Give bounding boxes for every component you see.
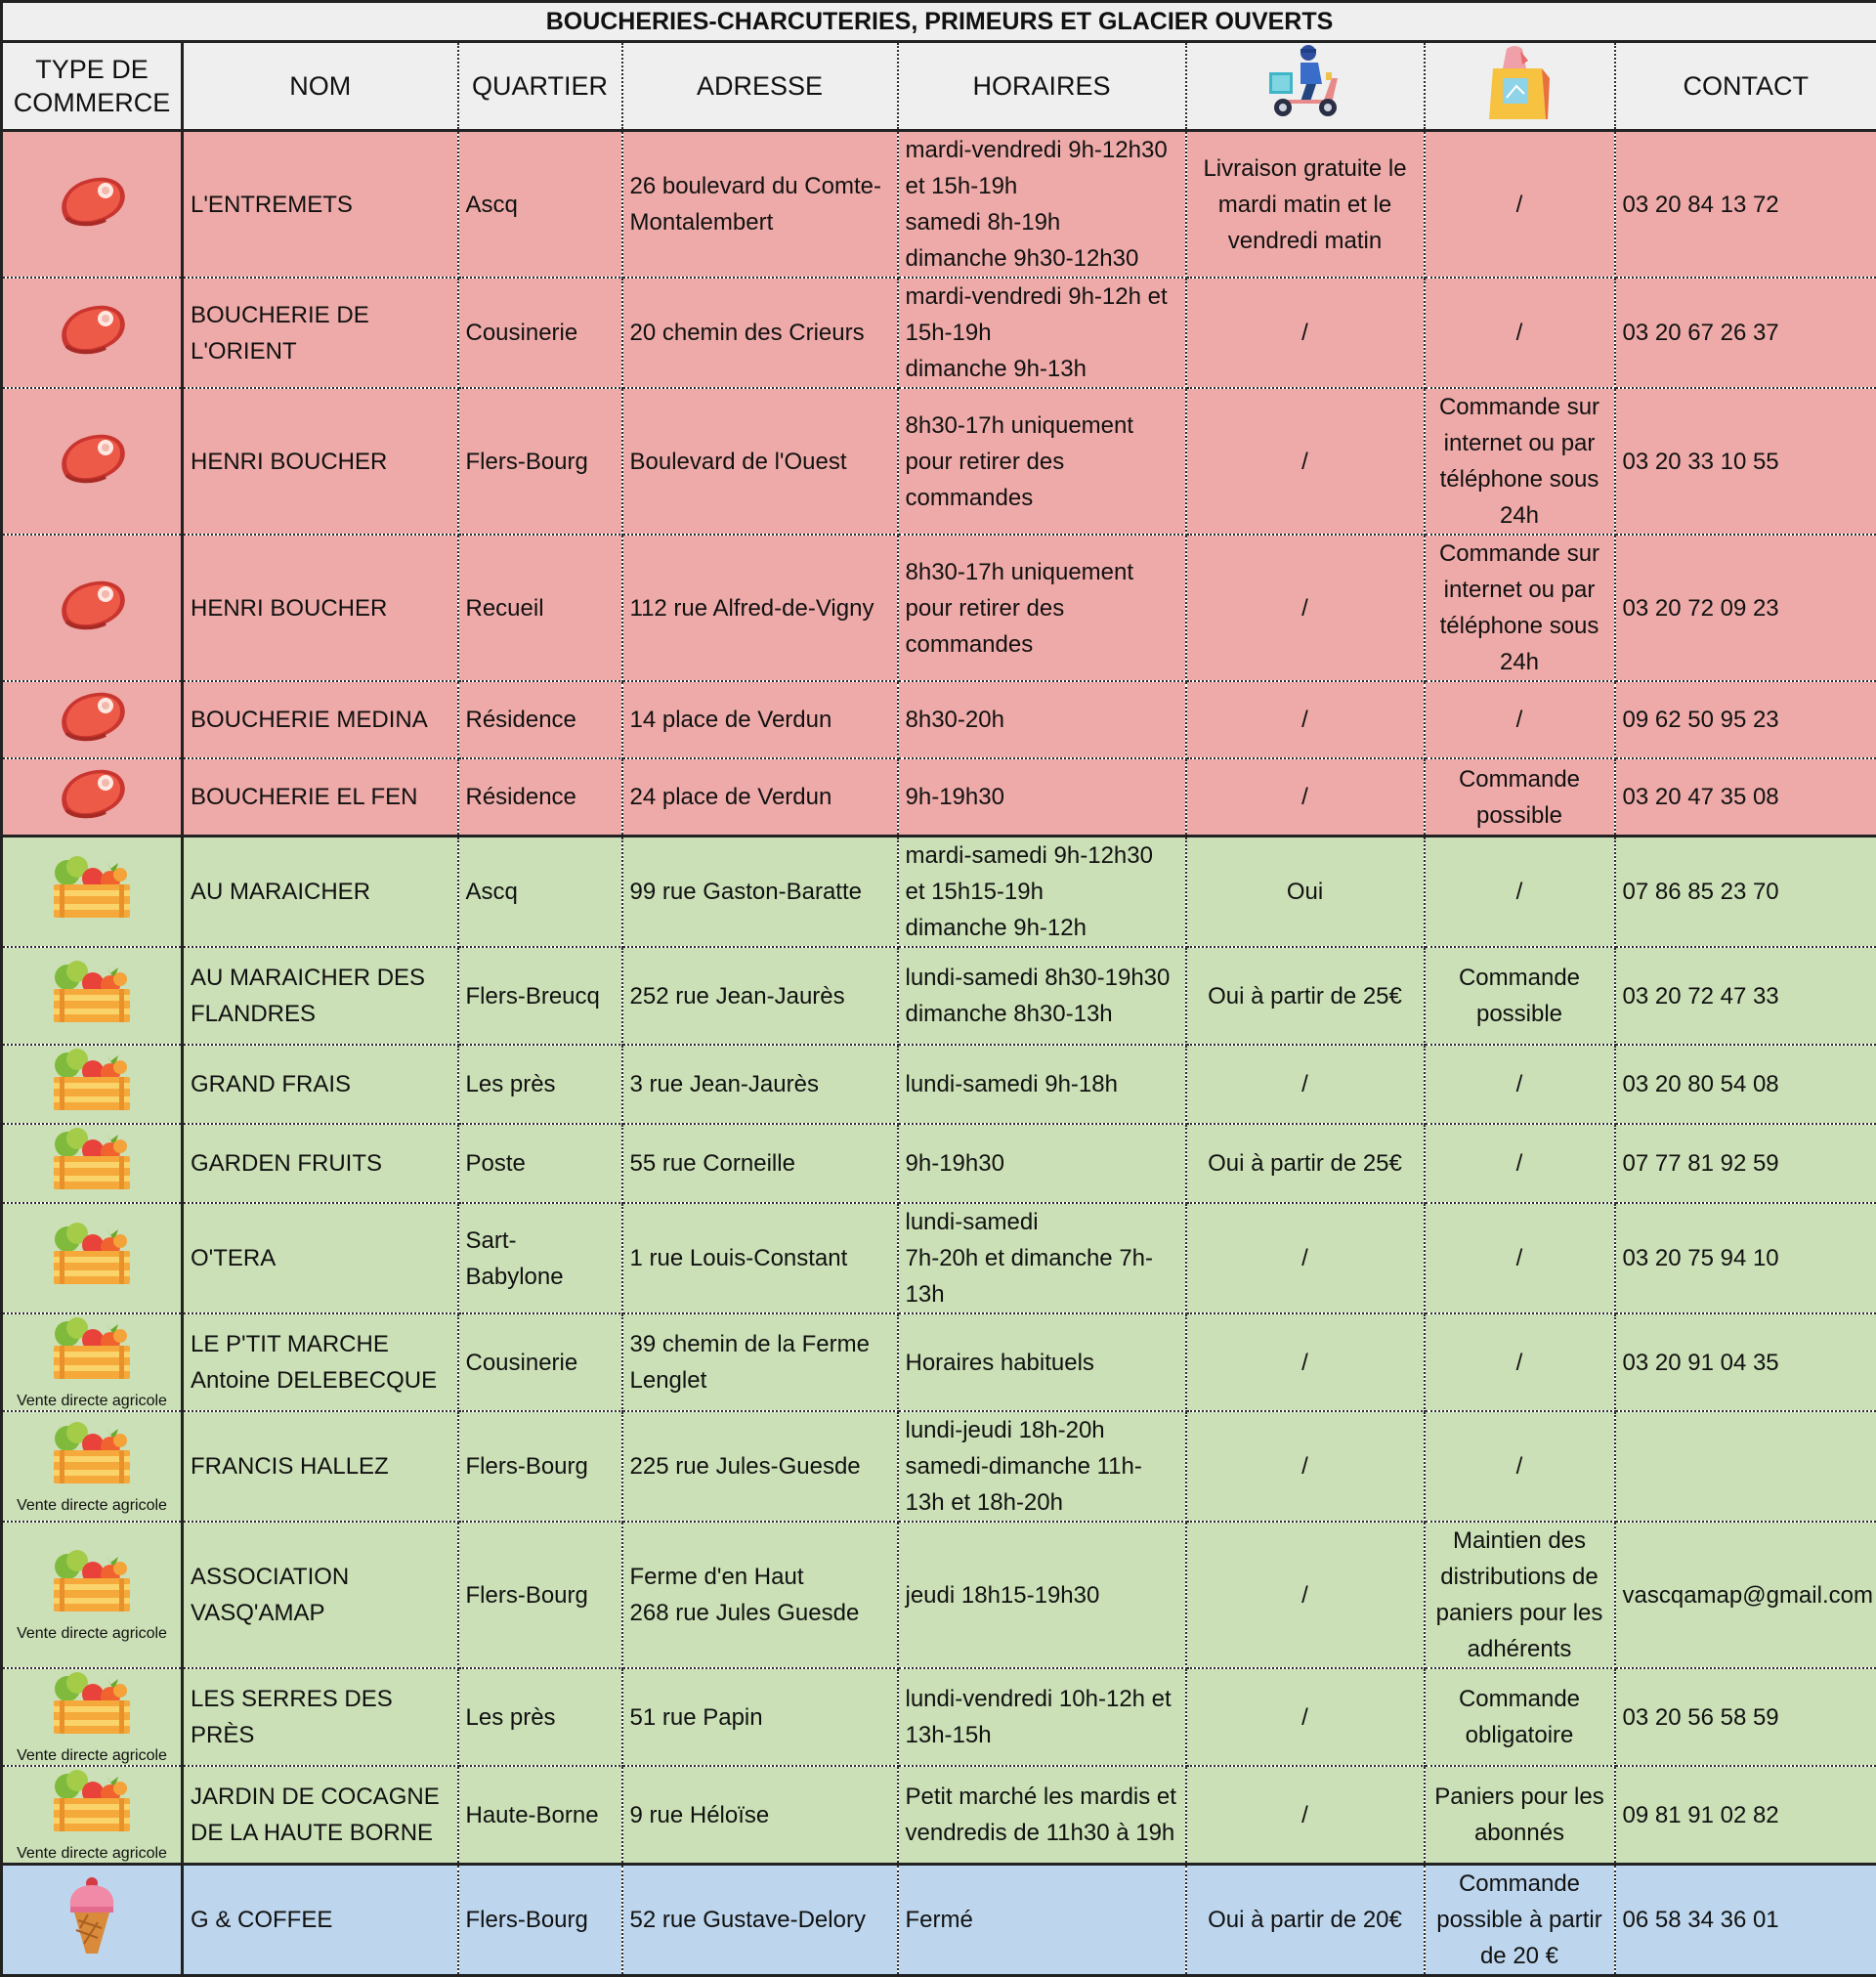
- cell-horaires: 8h30-17h uniquement pour retirer des commandes: [898, 535, 1186, 681]
- cell-contact: 03 20 91 04 35: [1615, 1313, 1876, 1411]
- cell-commande: Commande possible à partir de 20 €: [1425, 1865, 1615, 1976]
- type-label: Vente directe agricole: [3, 1625, 181, 1643]
- cell-commande: Commande possible: [1425, 758, 1615, 837]
- header-type: TYPE DE COMMERCE: [2, 42, 183, 131]
- cell-livraison: /: [1186, 1668, 1425, 1766]
- cell-commande: /: [1425, 1045, 1615, 1124]
- cell-horaires: Petit marché les mardis et vendredis de 11h30 à 19h: [898, 1766, 1186, 1865]
- cell-contact: 09 81 91 02 82: [1615, 1766, 1876, 1865]
- cell-type: [2, 1865, 183, 1976]
- header-horaires: HORAIRES: [898, 42, 1186, 131]
- vegetable-crate-icon: [50, 1767, 134, 1844]
- cell-nom: JARDIN DE COCAGNE DE LA HAUTE BORNE: [183, 1766, 458, 1865]
- cell-adresse: 99 rue Gaston-Baratte: [622, 837, 898, 948]
- vegetable-crate-icon: [50, 1314, 134, 1392]
- header-adresse: ADRESSE: [622, 42, 898, 131]
- cell-commande: /: [1425, 278, 1615, 388]
- table-row: [2, 1203, 1876, 1313]
- cell-livraison: /: [1186, 535, 1425, 681]
- cell-commande: /: [1425, 1203, 1615, 1313]
- cell-contact: 03 20 72 09 23: [1615, 535, 1876, 681]
- cell-adresse: 24 place de Verdun: [622, 758, 898, 837]
- cell-contact: 03 20 67 26 37: [1615, 278, 1876, 388]
- cell-nom: LE P'TIT MARCHE Antoine DELEBECQUE: [183, 1313, 458, 1411]
- cell-horaires: lundi-samedi 7h-20h et dimanche 7h-13h: [898, 1203, 1186, 1313]
- cell-livraison: /: [1186, 1522, 1425, 1668]
- cell-nom: HENRI BOUCHER: [183, 388, 458, 535]
- cell-livraison: /: [1186, 681, 1425, 758]
- cell-livraison: /: [1186, 1313, 1425, 1411]
- cell-type: [2, 1766, 183, 1865]
- cell-adresse: 1 rue Louis-Constant: [622, 1203, 898, 1313]
- cell-type: [2, 535, 183, 681]
- cell-horaires: lundi-samedi 9h-18h: [898, 1045, 1186, 1124]
- cell-contact: 03 20 72 47 33: [1615, 947, 1876, 1045]
- table-row: [2, 947, 1876, 1045]
- cell-contact: 07 86 85 23 70: [1615, 837, 1876, 948]
- cell-adresse: 39 chemin de la Ferme Lenglet: [622, 1313, 898, 1411]
- cell-commande: /: [1425, 1411, 1615, 1522]
- cell-horaires: lundi-jeudi 18h-20h samedi-dimanche 11h-13h et 18h-20h: [898, 1411, 1186, 1522]
- cell-nom: AU MARAICHER: [183, 837, 458, 948]
- vegetable-crate-icon: [50, 958, 134, 1035]
- cell-quartier: Résidence: [458, 758, 622, 837]
- cell-contact: 03 20 84 13 72: [1615, 131, 1876, 279]
- cell-type: [2, 1203, 183, 1313]
- cell-contact: 07 77 81 92 59: [1615, 1124, 1876, 1203]
- cell-nom: BOUCHERIE DE L'ORIENT: [183, 278, 458, 388]
- cell-quartier: Flers-Bourg: [458, 1522, 622, 1668]
- cell-livraison: Oui à partir de 25€: [1186, 1124, 1425, 1203]
- cell-livraison: /: [1186, 758, 1425, 837]
- cell-commande: Paniers pour les abonnés: [1425, 1766, 1615, 1865]
- cell-quartier: Flers-Bourg: [458, 388, 622, 535]
- cell-quartier: Ascq: [458, 837, 622, 948]
- cell-contact: 09 62 50 95 23: [1615, 681, 1876, 758]
- cell-type: [2, 758, 183, 837]
- vegetable-crate-icon: [50, 1669, 134, 1746]
- header-quartier: QUARTIER: [458, 42, 622, 131]
- cell-type: [2, 1313, 183, 1411]
- cell-quartier: Flers-Bourg: [458, 1865, 622, 1976]
- cell-adresse: 3 rue Jean-Jaurès: [622, 1045, 898, 1124]
- cell-adresse: 252 rue Jean-Jaurès: [622, 947, 898, 1045]
- cell-livraison: /: [1186, 1045, 1425, 1124]
- cell-adresse: 225 rue Jules-Guesde: [622, 1411, 898, 1522]
- cell-livraison: Oui à partir de 20€: [1186, 1865, 1425, 1976]
- cell-quartier: Flers-Bourg: [458, 1411, 622, 1522]
- vegetable-crate-icon: [50, 1419, 134, 1496]
- table-row: [2, 1045, 1876, 1124]
- table-row: [2, 535, 1876, 681]
- cell-type: [2, 837, 183, 948]
- cell-nom: G & COFFEE: [183, 1865, 458, 1976]
- table-row: [2, 837, 1876, 948]
- cell-type: [2, 947, 183, 1045]
- cell-commande: Commande sur internet ou par téléphone sous 24h: [1425, 388, 1615, 535]
- cell-horaires: 8h30-17h uniquement pour retirer des commandes: [898, 388, 1186, 535]
- cell-nom: ASSOCIATION VASQ'AMAP: [183, 1522, 458, 1668]
- cell-quartier: Ascq: [458, 131, 622, 279]
- header-contact: CONTACT: [1615, 42, 1876, 131]
- cell-horaires: 9h-19h30: [898, 758, 1186, 837]
- cell-quartier: Cousinerie: [458, 278, 622, 388]
- cell-nom: O'TERA: [183, 1203, 458, 1313]
- type-label: Vente directe agricole: [3, 1393, 181, 1410]
- cell-type: [2, 388, 183, 535]
- cell-livraison: /: [1186, 388, 1425, 535]
- cell-adresse: 9 rue Héloïse: [622, 1766, 898, 1865]
- meat-steak-icon: [55, 295, 129, 370]
- table-row: [2, 1668, 1876, 1766]
- meat-steak-icon: [55, 571, 129, 646]
- cell-horaires: lundi-samedi 8h30-19h30 dimanche 8h30-13h: [898, 947, 1186, 1045]
- header-nom: NOM: [183, 42, 458, 131]
- cell-contact: 03 20 56 58 59: [1615, 1668, 1876, 1766]
- table-row: [2, 681, 1876, 758]
- vegetable-crate-icon: [50, 1125, 134, 1202]
- cell-horaires: jeudi 18h15-19h30: [898, 1522, 1186, 1668]
- cell-livraison: /: [1186, 1411, 1425, 1522]
- cell-nom: HENRI BOUCHER: [183, 535, 458, 681]
- cell-quartier: Cousinerie: [458, 1313, 622, 1411]
- table-body: [2, 131, 1876, 1976]
- cell-adresse: 26 boulevard du Comte-Montalembert: [622, 131, 898, 279]
- cell-livraison: Oui: [1186, 837, 1425, 948]
- cell-quartier: Les près: [458, 1668, 622, 1766]
- cell-horaires: mardi-samedi 9h-12h30 et 15h15-19h dimanche 9h-12h: [898, 837, 1186, 948]
- type-label: Vente directe agricole: [3, 1747, 181, 1765]
- table-row: [2, 131, 1876, 279]
- cell-type: [2, 1411, 183, 1522]
- cell-contact: [1615, 1411, 1876, 1522]
- cell-nom: GARDEN FRUITS: [183, 1124, 458, 1203]
- header-livraison: [1186, 42, 1425, 131]
- cell-commande: /: [1425, 1313, 1615, 1411]
- table-row: [2, 1124, 1876, 1203]
- cell-nom: BOUCHERIE EL FEN: [183, 758, 458, 837]
- cell-commande: /: [1425, 837, 1615, 948]
- cell-horaires: mardi-vendredi 9h-12h30 et 15h-19h samedi 8h-19h dimanche 9h30-12h30: [898, 131, 1186, 279]
- cell-contact: 03 20 47 35 08: [1615, 758, 1876, 837]
- cell-adresse: 112 rue Alfred-de-Vigny: [622, 535, 898, 681]
- cell-type: [2, 1124, 183, 1203]
- table-row: [2, 758, 1876, 837]
- cell-horaires: mardi-vendredi 9h-12h et 15h-19h dimanche 9h-13h: [898, 278, 1186, 388]
- type-label: Vente directe agricole: [3, 1845, 181, 1863]
- cell-type: [2, 278, 183, 388]
- delivery-scooter-icon: [1263, 43, 1347, 129]
- cell-adresse: Ferme d'en Haut 268 rue Jules Guesde: [622, 1522, 898, 1668]
- cell-quartier: Flers-Breucq: [458, 947, 622, 1045]
- vegetable-crate-icon: [50, 853, 134, 930]
- cell-adresse: 51 rue Papin: [622, 1668, 898, 1766]
- cell-nom: LES SERRES DES PRÈS: [183, 1668, 458, 1766]
- cell-contact: 03 20 80 54 08: [1615, 1045, 1876, 1124]
- cell-commande: /: [1425, 131, 1615, 279]
- cell-quartier: Haute-Borne: [458, 1766, 622, 1865]
- cell-adresse: Boulevard de l'Ouest: [622, 388, 898, 535]
- cell-horaires: 9h-19h30: [898, 1124, 1186, 1203]
- cell-nom: BOUCHERIE MEDINA: [183, 681, 458, 758]
- cell-commande: /: [1425, 681, 1615, 758]
- header-row: [2, 42, 1876, 131]
- table-row: [2, 388, 1876, 535]
- cell-type: [2, 681, 183, 758]
- ice-cream-cone-icon: [63, 1873, 121, 1966]
- type-label: Vente directe agricole: [3, 1497, 181, 1515]
- vegetable-crate-icon: [50, 1220, 134, 1297]
- cell-contact: vascqamap@gmail.com: [1615, 1522, 1876, 1668]
- cell-nom: AU MARAICHER DES FLANDRES: [183, 947, 458, 1045]
- table-row: [2, 278, 1876, 388]
- cell-commande: /: [1425, 1124, 1615, 1203]
- cell-livraison: /: [1186, 1203, 1425, 1313]
- cell-type: [2, 1522, 183, 1668]
- table-row: [2, 1865, 1876, 1976]
- cell-quartier: Recueil: [458, 535, 622, 681]
- cell-type: [2, 1045, 183, 1124]
- cell-nom: L'ENTREMETS: [183, 131, 458, 279]
- cell-adresse: 14 place de Verdun: [622, 681, 898, 758]
- cell-horaires: Fermé: [898, 1865, 1186, 1976]
- cell-contact: 06 58 34 36 01: [1615, 1865, 1876, 1976]
- cell-nom: GRAND FRAIS: [183, 1045, 458, 1124]
- cell-horaires: lundi-vendredi 10h-12h et 13h-15h: [898, 1668, 1186, 1766]
- table-row: [2, 1313, 1876, 1411]
- cell-quartier: Sart-Babylone: [458, 1203, 622, 1313]
- cell-adresse: 52 rue Gustave-Delory: [622, 1865, 898, 1976]
- cell-type: [2, 131, 183, 279]
- cell-quartier: Les près: [458, 1045, 622, 1124]
- cell-quartier: Poste: [458, 1124, 622, 1203]
- cell-nom: FRANCIS HALLEZ: [183, 1411, 458, 1522]
- table-title: BOUCHERIES-CHARCUTERIES, PRIMEURS ET GLACIER OUVERTS: [2, 2, 1876, 42]
- cell-livraison: /: [1186, 278, 1425, 388]
- table-row: [2, 1766, 1876, 1865]
- cell-contact: 03 20 75 94 10: [1615, 1203, 1876, 1313]
- meat-steak-icon: [55, 424, 129, 499]
- cell-adresse: 55 rue Corneille: [622, 1124, 898, 1203]
- cell-horaires: 8h30-20h: [898, 681, 1186, 758]
- vegetable-crate-icon: [50, 1046, 134, 1123]
- cell-commande: Commande sur internet ou par téléphone sous 24h: [1425, 535, 1615, 681]
- vegetable-crate-icon: [50, 1547, 134, 1624]
- table-row: [2, 1411, 1876, 1522]
- cell-commande: Maintien des distributions de paniers pour les adhérents: [1425, 1522, 1615, 1668]
- cell-adresse: 20 chemin des Crieurs: [622, 278, 898, 388]
- cell-horaires: Horaires habituels: [898, 1313, 1186, 1411]
- cell-livraison: Oui à partir de 25€: [1186, 947, 1425, 1045]
- shopping-bag-icon: [1485, 43, 1554, 129]
- cell-type: [2, 1668, 183, 1766]
- cell-commande: Commande possible: [1425, 947, 1615, 1045]
- cell-contact: 03 20 33 10 55: [1615, 388, 1876, 535]
- meat-steak-icon: [55, 759, 129, 835]
- header-commande: [1425, 42, 1615, 131]
- cell-livraison: Livraison gratuite le mardi matin et le vendredi matin: [1186, 131, 1425, 279]
- meat-steak-icon: [55, 167, 129, 242]
- meat-steak-icon: [55, 682, 129, 757]
- cell-commande: Commande obligatoire: [1425, 1668, 1615, 1766]
- cell-livraison: /: [1186, 1766, 1425, 1865]
- cell-quartier: Résidence: [458, 681, 622, 758]
- table-row: [2, 1522, 1876, 1668]
